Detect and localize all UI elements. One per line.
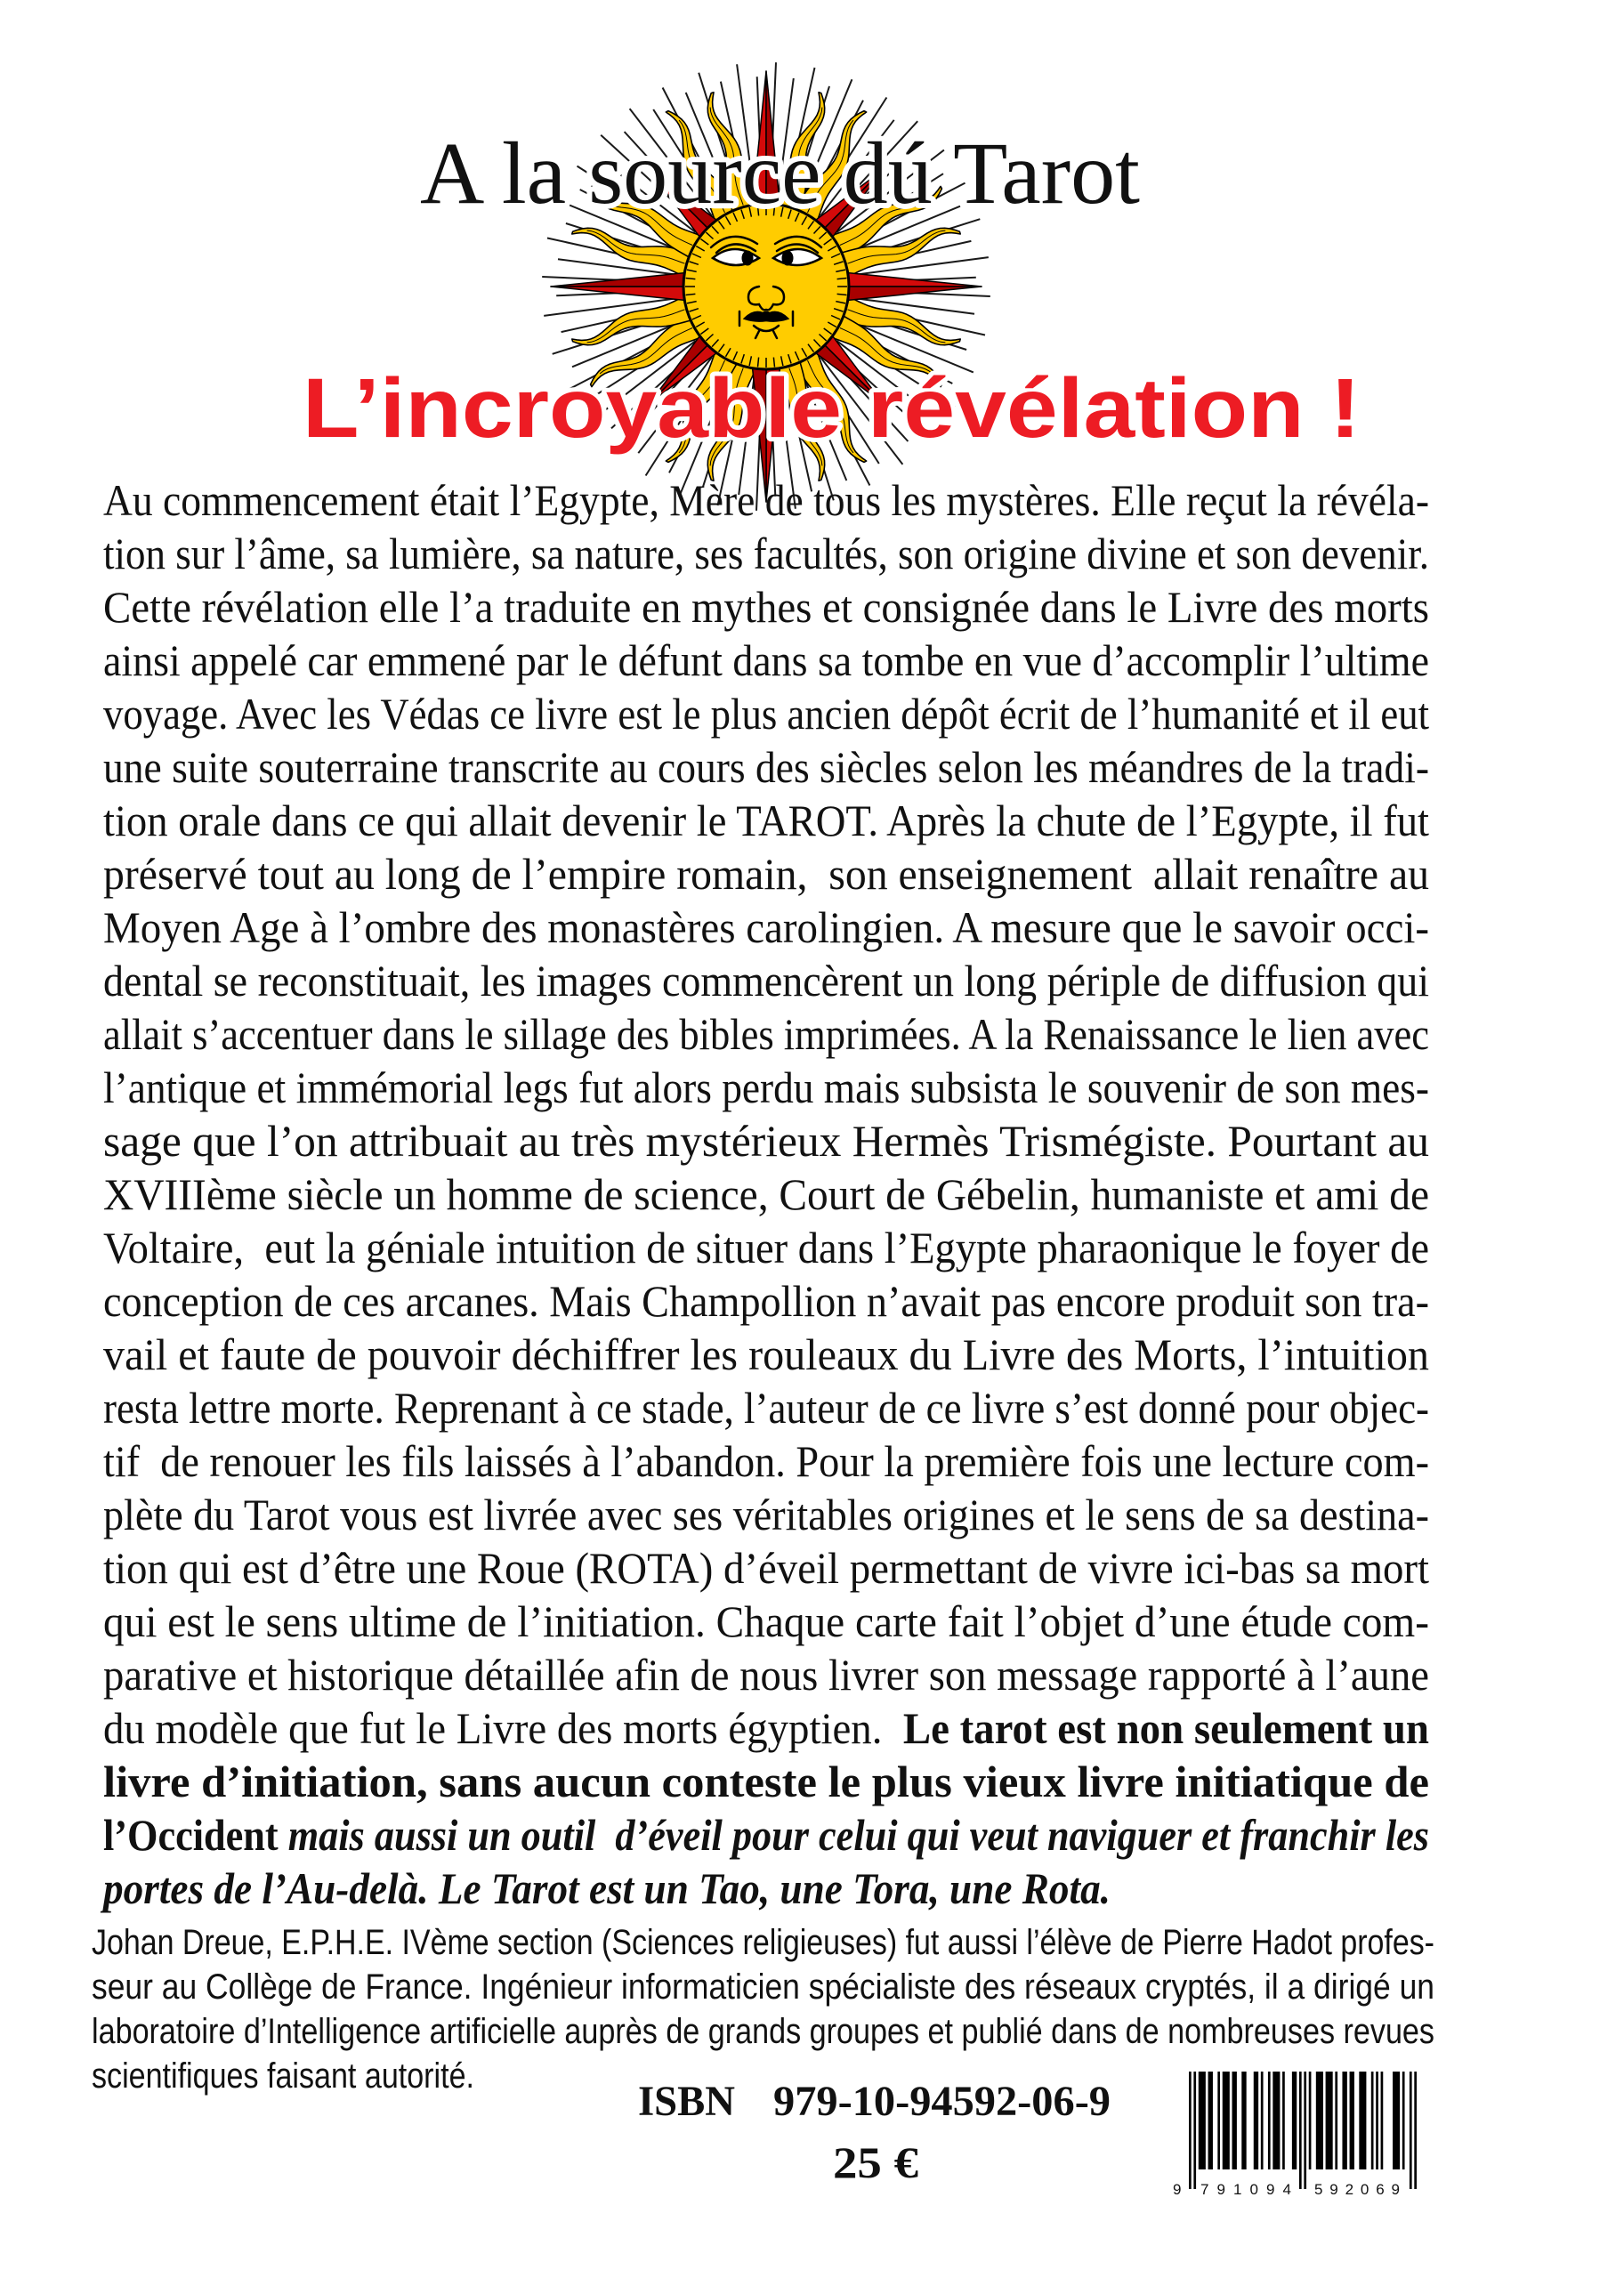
blurb-text [100, 475, 1578, 1913]
blurb-segment-normal: qui est le sens ultime de l’initiation. Chaque carte fait l’objet d’une étude com- [103, 1596, 1429, 1646]
blurb-segment-normal: parative et historique détaillée afin de nous livrer son message rapporté à l’aune [103, 1650, 1429, 1700]
blurb-segment-bold: livre d’initiation, sans aucun conteste le plus vieux livre initiatique de [103, 1757, 1429, 1806]
book-title: A la source dú Tarot [420, 124, 1141, 222]
sun-right-pupil [782, 251, 794, 266]
author-bio-line: scientifiques faisant autorité. [92, 2056, 474, 2096]
barcode-bar [1282, 2072, 1285, 2169]
blurb-segment-normal: tion sur l’âme, sa lumière, sa nature, ses facultés, son origine divine et son devenir. [103, 529, 1429, 578]
blurb-line [103, 1169, 1429, 1219]
barcode-left-digits: 791094 [1200, 2181, 1291, 2198]
barcode-guard-bar [1414, 2072, 1417, 2189]
barcode-guard-bar [1189, 2072, 1192, 2189]
blurb-segment-normal: sage que l’on attribuait au très mystérieux Hermès Trismégiste. Pourtant au [103, 1116, 1429, 1166]
barcode-bar [1402, 2072, 1405, 2169]
blurb-segment-bold-italic: mais aussi un outil d’éveil pour celui qui veut naviguer et franchir les [287, 1810, 1578, 1860]
barcode-bar [1199, 2072, 1206, 2169]
barcode-guard-bar [1304, 2072, 1306, 2189]
blurb-segment-normal: l’antique et immémorial legs fut alors perdu mais subsista le souvenir de son mes- [103, 1062, 1429, 1112]
blurb-line [103, 529, 1429, 578]
author-bio-line: laboratoire d’Intelligence artificielle auprès de grands groupes et publié dans de nombreuses revues [92, 2012, 1434, 2051]
blurb-line [103, 849, 1429, 899]
barcode-bar [1292, 2072, 1297, 2169]
barcode-bar [1232, 2072, 1237, 2169]
blurb-segment-normal: Au commencement était l’Egypte, Mère de tous les mystères. Elle reçut la révéla- [103, 475, 1429, 525]
sun-mouth [745, 312, 788, 321]
blurb-line [103, 1543, 1429, 1593]
blurb-segment-normal: Cette révélation elle l’a traduite en mythes et consignée dans le Livre des morts [103, 582, 1429, 632]
blurb-segment-normal: resta lettre morte. Reprenant à ce stade, l’auteur de ce livre s’est donné pour objec- [103, 1383, 1429, 1433]
barcode-guard-bar [1193, 2072, 1196, 2189]
blurb-line [103, 1383, 1429, 1433]
blurb-line [100, 1863, 1111, 1913]
blurb-line [103, 956, 1429, 1006]
blurb-segment-bold: l’Occident [103, 1810, 312, 1860]
blurb-line [103, 902, 1429, 952]
barcode-bar [1261, 2072, 1264, 2169]
blurb-line [103, 689, 1429, 739]
barcode-right-digits: 592069 [1314, 2181, 1400, 2198]
blurb-segment-normal: Moyen Age à l’ombre des monastères carolingien. A mesure que le savoir occi- [103, 902, 1429, 952]
blurb-segment-normal: une suite souterraine transcrite au cours des siècles selon les méandres de la tradi- [103, 742, 1429, 792]
blurb-segment-normal: dental se reconstituait, les images commencèrent un long périple de diffusion qui [103, 956, 1429, 1006]
blurb-line [103, 1329, 1429, 1379]
price: 25 € [833, 2137, 918, 2187]
blurb-segment-normal: voyage. Avec les Védas ce livre est le plus ancien dépôt écrit de l’humanité et il eut [103, 689, 1430, 739]
blurb-line [103, 635, 1429, 685]
blurb-line [103, 1116, 1429, 1166]
barcode-bar [1381, 2072, 1384, 2169]
barcode-guard-bar [1410, 2072, 1412, 2189]
isbn-value: 979-10-94592-06-9 [773, 2078, 1111, 2125]
blurb-line [103, 582, 1429, 632]
barcode-bar [1350, 2072, 1354, 2169]
isbn-label: ISBN [638, 2078, 736, 2125]
barcode-first-digit: 9 [1173, 2181, 1182, 2198]
blurb-segment-normal: vail et faute de pouvoir déchiffrer les rouleaux du Livre des Morts, l’intuition [103, 1329, 1429, 1379]
barcode-bar [1273, 2072, 1280, 2169]
blurb-line [103, 1223, 1429, 1272]
barcode-bar [1376, 2072, 1378, 2169]
barcode-bar [1208, 2072, 1213, 2169]
blurb-line [103, 1062, 1429, 1112]
barcode-guard-bar [1299, 2072, 1302, 2189]
barcode-bar [1393, 2072, 1400, 2169]
sun-face-disc [683, 204, 849, 369]
blurb-line [103, 1490, 1429, 1539]
blurb-segment-normal: plète du Tarot vous est livrée avec ses véritables origines et le sens de sa destina- [103, 1490, 1429, 1539]
blurb-segment-normal: allait s’accentuer dans le sillage des bibles imprimées. A la Renaissance le lien avec [103, 1009, 1429, 1059]
blurb-segment-bold-italic: portes de l’Au-delà. Le Tarot est un Tao, une Tora, une Rota. [100, 1863, 1111, 1913]
blurb-line [103, 1009, 1429, 1059]
barcode-bar [1326, 2072, 1333, 2169]
blurb-line [103, 475, 1429, 525]
blurb-line [103, 1650, 1429, 1700]
blurb-segment-normal: ainsi appelé car emmené par le défunt dans sa tombe en vue d’accomplir l’ultime [103, 635, 1429, 685]
barcode-bar [1371, 2072, 1374, 2169]
blurb-segment-normal: tif de renouer les fils laissés à l’abandon. Pour la première fois une lecture com- [103, 1436, 1429, 1486]
blurb-segment-normal: du modèle que fut le Livre des morts égyptien. [103, 1703, 957, 1753]
blurb-segment-normal: conception de ces arcanes. Mais Champollion n’avait pas encore produit son tra- [103, 1276, 1429, 1326]
blurb-segment-normal: Voltaire, eut la géniale intuition de situer dans l’Egypte pharaonique le foyer de [103, 1223, 1429, 1272]
blurb-line [103, 1703, 1465, 1753]
blurb-line [103, 796, 1429, 845]
blurb-line [103, 1276, 1429, 1326]
blurb-segment-normal: tion orale dans ce qui allait devenir le TAROT. Après la chute de l’Egypte, il fut [103, 796, 1430, 845]
headline: L’incroyable révélation ! [303, 361, 1361, 456]
barcode-bar [1217, 2072, 1220, 2169]
barcode-bar [1359, 2072, 1366, 2169]
barcode-bar [1254, 2072, 1258, 2169]
author-bio-line: Johan Dreue, E.P.H.E. IVème section (Sciences religieuses) fut aussi l’élève de Pierre Hadot profes- [92, 1923, 1434, 1962]
blurb-segment-normal: tion qui est d’être une Roue (ROTA) d’éveil permettant de vivre ici-bas sa mort [103, 1543, 1430, 1593]
barcode-bar [1241, 2072, 1246, 2169]
barcode-bar [1223, 2072, 1230, 2169]
blurb-line [103, 1810, 1578, 1860]
isbn-block [638, 2078, 1111, 2125]
barcode-bar [1316, 2072, 1323, 2169]
blurb-line [103, 1757, 1429, 1806]
blurb-line [103, 1596, 1429, 1646]
blurb-segment-normal: XVIIIème siècle un homme de science, Court de Gébelin, humaniste et ami de [103, 1169, 1429, 1219]
blurb-segment-bold: Le tarot est non seulement un [902, 1703, 1465, 1753]
author-bio-line: seur au Collège de France. Ingénieur informaticien spécialiste des réseaux cryptés, il a dirigé un [92, 1967, 1434, 2007]
blurb-line [103, 1436, 1429, 1486]
barcode-bar [1342, 2072, 1346, 2169]
blurb-line [103, 742, 1429, 792]
blurb-segment-normal: préservé tout au long de l’empire romain, son enseignement allait renaître au [103, 849, 1429, 899]
sun-left-pupil [742, 251, 754, 266]
barcode-bar [1309, 2072, 1312, 2169]
barcode-bar [1335, 2072, 1337, 2169]
barcode-bar [1268, 2072, 1271, 2169]
